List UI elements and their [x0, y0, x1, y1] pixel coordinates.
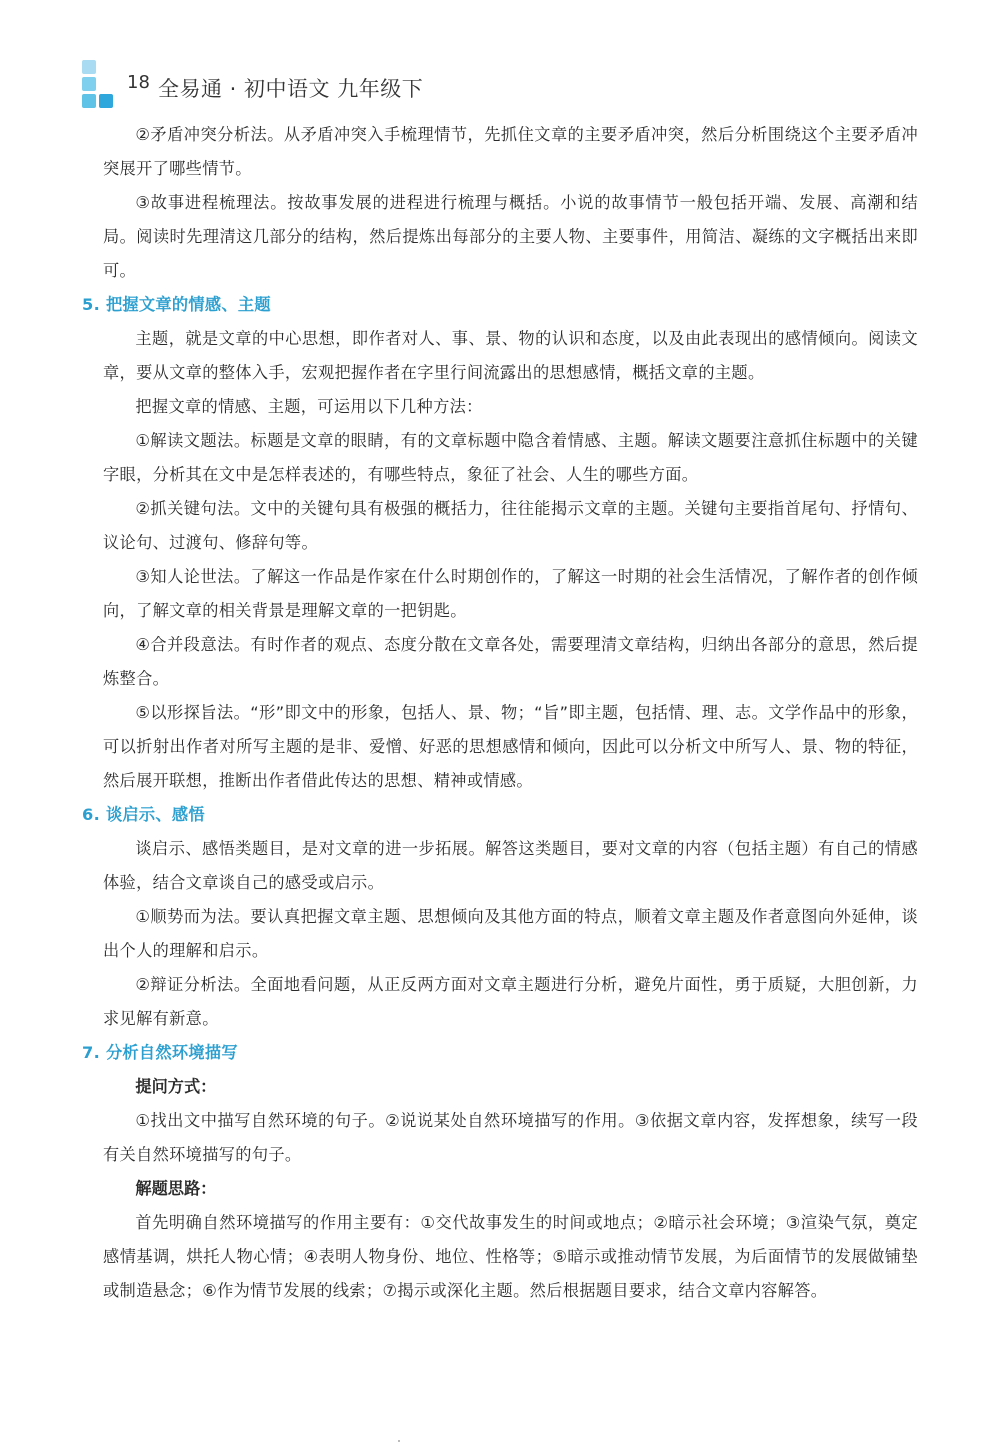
paragraph-title-interpretation: ①解读文题法。标题是文章的眼睛，有的文章标题中隐含着情感、主题。解读文题要注意抓住标题中的关键字眼，分析其在文中是怎样表述的，有哪些特点，象征了社会、人生的哪些方面。	[103, 431, 918, 484]
paragraph-question-types: ①找出文中描写自然环境的句子。②说说某处自然环境描写的作用。③依据文章内容，发挥想象，续写一段有关自然环境描写的句子。	[103, 1111, 918, 1164]
page-number: 18	[127, 72, 150, 93]
subheading-question-types: 提问方式：	[135, 1077, 217, 1096]
paragraph-solution-approach: 首先明确自然环境描写的作用主要有：①交代故事发生的时间或地点；②暗示社会环境；③渲染气氛，奠定感情基调，烘托人物心情；④表明人物身份、地位、性格等；⑤暗示或推动情节发展，为后面情节的发展做铺垫或制造悬念；⑥作为情节发展的线索；⑦揭示或深化主题。然后根据题目要求，结合文章内容解答。	[103, 1213, 918, 1300]
paragraph-dialectic: ②辩证分析法。全面地看问题，从正反两方面对文章主题进行分析，避免片面性，勇于质疑，大胆创新，力求见解有新意。	[103, 975, 918, 1028]
book-logo-icon	[82, 60, 118, 110]
paragraph-key-sentence: ②抓关键句法。文中的关键句具有极强的概括力，往往能揭示文章的主题。关键句主要指首尾句、抒情句、议论句、过渡句、修辞句等。	[103, 499, 918, 552]
paragraph-follow-trend: ①顺势而为法。要认真把握文章主题、思想倾向及其他方面的特点，顺着文章主题及作者意图向外延伸，谈出个人的理解和启示。	[103, 907, 918, 960]
paragraph-conflict-method: ②矛盾冲突分析法。从矛盾冲突入手梳理情节，先抓住文章的主要矛盾冲突，然后分析围绕这个主要矛盾冲突展开了哪些情节。	[103, 125, 918, 178]
page-content	[82, 118, 918, 1308]
paragraph-theme-definition: 主题，就是文章的中心思想，即作者对人、事、景、物的认识和态度，以及由此表现出的感情倾向。阅读文章，要从文章的整体入手，宏观把握作者在字里行间流露出的思想感情，概括文章的主题。	[103, 329, 918, 382]
scan-speck	[398, 1440, 400, 1442]
subheading-solution-approach: 解题思路：	[135, 1179, 217, 1198]
section-heading-5: 5. 把握文章的情感、主题	[82, 295, 271, 314]
paragraph-inspiration-intro: 谈启示、感悟类题目，是对文章的进一步拓展。解答这类题目，要对文章的内容（包括主题）有自己的情感体验，结合文章谈自己的感受或启示。	[103, 839, 918, 892]
paragraph-story-progress-method: ③故事进程梳理法。按故事发展的进程进行梳理与概括。小说的故事情节一般包括开端、发展、高潮和结局。阅读时先理清这几部分的结构，然后提炼出每部分的主要人物、主要事件，用简洁、凝练的文字概括出来即可。	[103, 193, 918, 280]
paragraph-merge-meaning: ④合并段意法。有时作者的观点、态度分散在文章各处，需要理清文章结构，归纳出各部分的意思，然后提炼整合。	[103, 635, 918, 688]
paragraph-theme-methods-intro: 把握文章的情感、主题，可运用以下几种方法：	[135, 397, 483, 416]
paragraph-form-to-theme: ⑤以形探旨法。“形”即文中的形象，包括人、景、物；“旨”即主题，包括情、理、志。文学作品中的形象，可以折射出作者对所写主题的是非、爱憎、好恶的思想感情和倾向，因此可以分析文中所写人、景、物的特征，然后展开联想，推断出作者借此传达的思想、精神或情感。	[103, 703, 918, 790]
section-heading-6: 6. 谈启示、感悟	[82, 805, 205, 824]
paragraph-know-author: ③知人论世法。了解这一作品是作家在什么时期创作的，了解这一时期的社会生活情况，了解作者的创作倾向，了解文章的相关背景是理解文章的一把钥匙。	[103, 567, 918, 620]
section-heading-7: 7. 分析自然环境描写	[82, 1043, 238, 1062]
book-title: 全易通 · 初中语文 九年级下	[158, 77, 424, 101]
